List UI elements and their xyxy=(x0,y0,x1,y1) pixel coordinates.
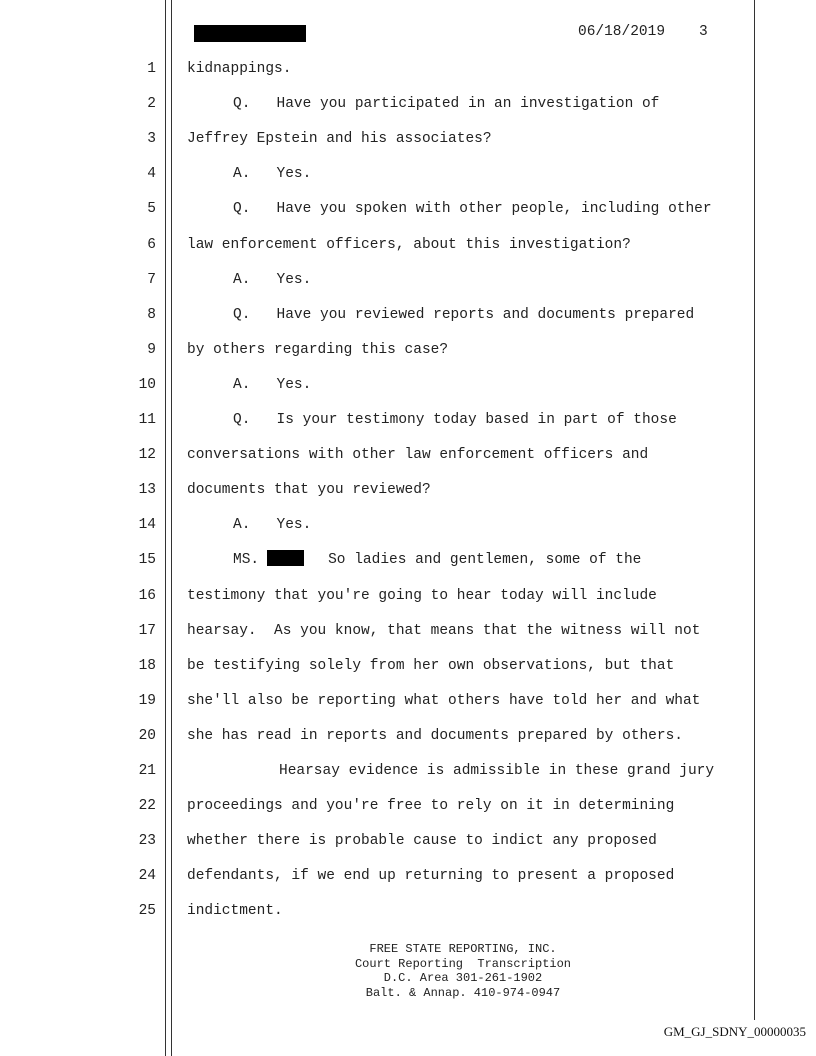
line-text: A. Yes. xyxy=(233,166,312,183)
line-text: she'll also be reporting what others have told her and what xyxy=(187,692,701,709)
line-number: 19 xyxy=(138,692,156,709)
line-number: 18 xyxy=(138,657,156,674)
line-text: whether there is probable cause to indict any proposed xyxy=(187,833,657,850)
line-text: Q. Have you reviewed reports and documents prepared xyxy=(233,306,695,323)
footer-phone-dc: D.C. Area 301-261-1902 xyxy=(383,971,543,985)
line-number: 11 xyxy=(138,412,156,428)
line-text: proceedings and you're free to rely on it in determining xyxy=(187,798,675,815)
line-number: 17 xyxy=(138,622,156,639)
line-number: 7 xyxy=(147,271,156,288)
line-text: Hearsay evidence is admissible in these grand jury xyxy=(279,763,715,779)
header-date: 06/18/2019 xyxy=(578,24,666,40)
bates-number: GM_GJ_SDNY_00000035 xyxy=(663,1024,806,1039)
line-text: testimony that you're going to hear today will include xyxy=(187,587,657,604)
line-number: 21 xyxy=(138,763,156,779)
footer-services: Court Reporting Transcription xyxy=(354,956,572,971)
line-text: hearsay. As you know, that means that the witness will not xyxy=(187,622,701,639)
left-margin-rule-outer xyxy=(165,0,166,1056)
line-number: 22 xyxy=(138,798,156,815)
speaker-label: MS. xyxy=(233,552,260,569)
line-number: 13 xyxy=(138,482,156,499)
line-text: conversations with other law enforcement officers and xyxy=(187,447,649,464)
line-number: 16 xyxy=(138,587,156,604)
line-text: A. Yes. xyxy=(233,376,312,393)
line-number: 10 xyxy=(138,376,156,393)
footer-phone-balt: Balt. & Annap. 410-974-0947 xyxy=(365,985,561,1000)
line-text: be testifying solely from her own observations, but that xyxy=(187,657,675,674)
line-text: Q. Have you spoken with other people, including other xyxy=(233,201,712,218)
line-text: indictment. xyxy=(187,903,283,920)
line-number: 20 xyxy=(138,727,156,744)
line-number: 14 xyxy=(138,517,156,534)
line-number: 23 xyxy=(138,833,156,850)
redaction-block-header xyxy=(194,25,306,42)
line-number: 3 xyxy=(147,131,156,148)
line-text: A. Yes. xyxy=(233,517,312,534)
line-text: documents that you reviewed? xyxy=(187,482,431,499)
line-number: 12 xyxy=(138,447,156,464)
line-number: 2 xyxy=(147,96,156,113)
line-number: 5 xyxy=(147,201,156,218)
footer-company: FREE STATE REPORTING, INC. xyxy=(369,942,557,956)
line-text xyxy=(187,550,641,570)
line-number: 4 xyxy=(147,166,156,183)
line-number: 24 xyxy=(138,868,156,885)
reporter-footer xyxy=(303,942,623,1000)
line-text: Q. Is your testimony today based in part of those xyxy=(233,412,677,428)
line-text: defendants, if we end up returning to present a proposed xyxy=(187,868,675,885)
speaker-text: So ladies and gentlemen, some of the xyxy=(328,552,642,569)
line-number: 9 xyxy=(147,341,156,358)
line-text: A. Yes. xyxy=(233,271,312,288)
line-number: 6 xyxy=(147,236,156,253)
redaction-block-speaker xyxy=(267,550,304,566)
line-number: 15 xyxy=(138,552,156,569)
line-text: Jeffrey Epstein and his associates? xyxy=(187,131,492,148)
line-text: Q. Have you participated in an investigation of xyxy=(233,96,660,113)
right-margin-rule xyxy=(754,0,755,1020)
line-text: kidnappings. xyxy=(187,61,292,77)
line-number: 25 xyxy=(138,903,156,920)
header-page-number: 3 xyxy=(699,24,708,40)
line-number: 1 xyxy=(147,61,156,77)
line-number: 8 xyxy=(147,306,156,323)
line-text: by others regarding this case? xyxy=(187,341,449,358)
left-margin-rule-inner xyxy=(171,0,172,1056)
line-text: she has read in reports and documents prepared by others. xyxy=(187,727,683,744)
line-text: law enforcement officers, about this investigation? xyxy=(187,236,631,253)
